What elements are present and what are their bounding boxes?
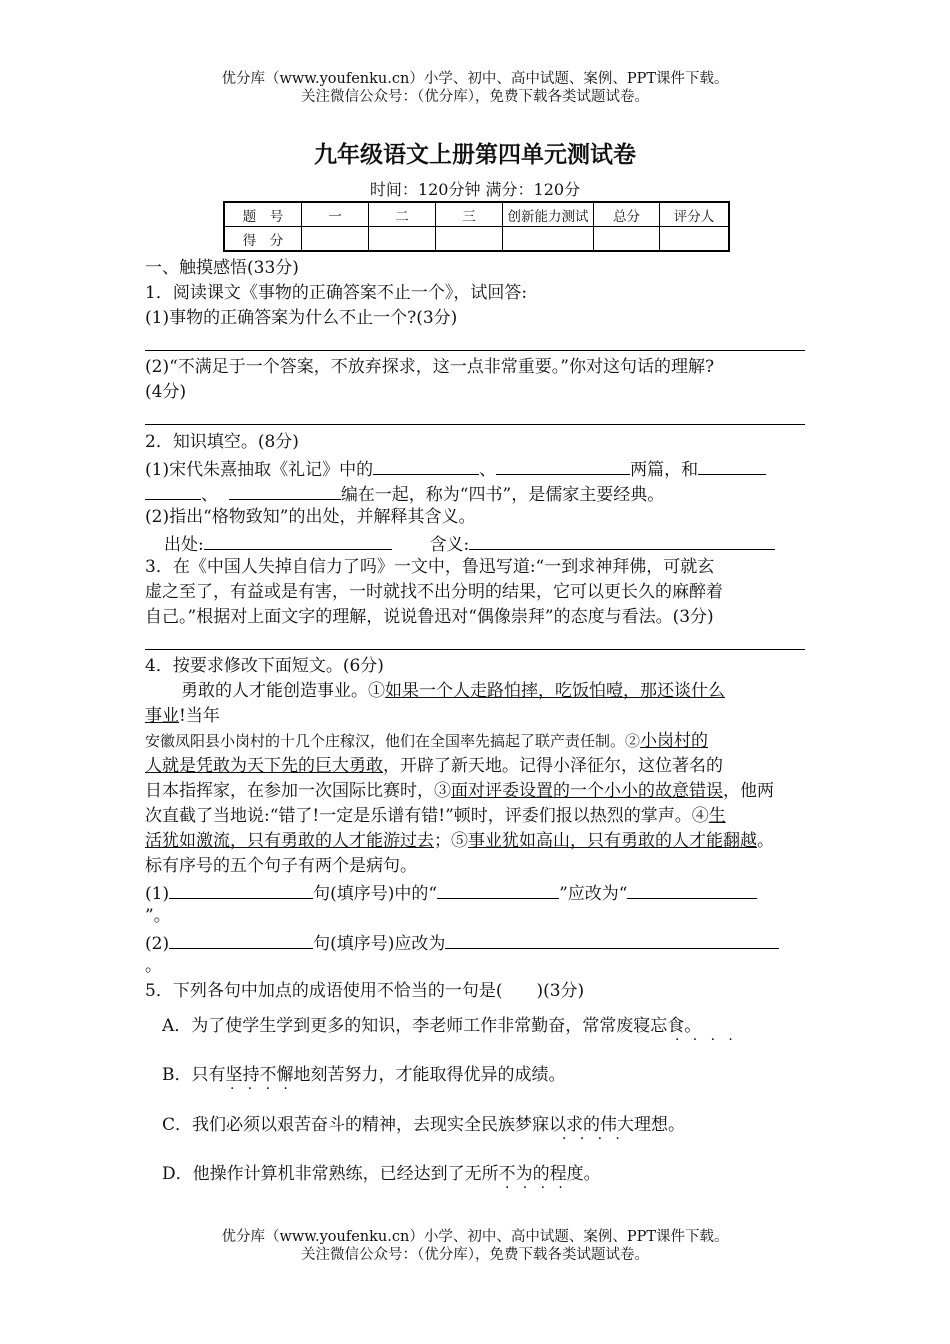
passage-text: ，开辟了新天地。记得小泽征尔，这位著名的 — [383, 756, 723, 776]
q4-passage-line — [181, 680, 725, 702]
fill-text: 句(填序号)应改为 — [313, 934, 446, 954]
footer-line-1: 优分库（www.youfenku.cn）小学、初中、高中试题、案例、PPT课件下载。 — [221, 1229, 729, 1245]
q2-text: 两篇，和 — [630, 460, 699, 480]
emphasis-dots: · · · · — [562, 1131, 620, 1147]
fill-blank[interactable] — [445, 930, 779, 949]
score-table — [223, 201, 730, 252]
score-cell: 题 号 — [224, 202, 302, 227]
q4-fill-1-end: ”。 — [145, 906, 171, 926]
q1-sub1: (1)事物的正确答案为什么不止一个?(3分) — [145, 308, 458, 328]
q5-option-a[interactable]: A．为了使学生学到更多的知识，李老师工作非常勤奋，常常废寝忘食。 — [162, 1016, 702, 1036]
fill-text: (2) — [145, 934, 170, 954]
underlined-sentence: 事业 — [145, 706, 179, 726]
passage-text: 次直截了当地说:“错了!一定是乐谱有错!”顿时，评委们报以热烈的掌声。④ — [145, 806, 709, 826]
time-info: 时间：120分钟 满分：120分 — [369, 180, 581, 199]
section-heading: 一、触摸感悟(33分) — [145, 258, 299, 278]
score-input-cell[interactable] — [436, 227, 503, 252]
q3-line1: 3．在《中国人失掉自信力了吗》一文中，鲁迅写道:“一到求神拜佛，可就玄 — [145, 557, 715, 577]
fill-blank[interactable] — [169, 930, 313, 949]
meaning-blank[interactable] — [469, 531, 775, 550]
score-input-cell[interactable] — [369, 227, 436, 252]
underlined-sentence: 生 — [708, 806, 726, 826]
q5-option-b[interactable]: B．只有坚持不懈地刻苦努力，才能取得优异的成绩。 — [162, 1065, 566, 1085]
q5-stem: 5．下列各句中加点的成语使用不恰当的一句是( )(3分) — [145, 981, 585, 1001]
passage-text: 勇敢的人才能创造事业。① — [181, 681, 385, 701]
passage-text: ，他两 — [723, 781, 774, 801]
fill-text: (1) — [145, 884, 170, 904]
q2-text: 、 — [201, 485, 218, 505]
q2-text: 、 — [479, 460, 497, 480]
q2-stem: 2．知识填空。(8分) — [145, 432, 299, 452]
passage-text: 日本指挥家，在参加一次国际比赛时，③ — [145, 781, 451, 801]
source-label: 出处: — [164, 535, 204, 555]
score-table-header-row — [224, 202, 729, 227]
q2-sub1-line1 — [145, 456, 766, 481]
score-table-score-row — [224, 227, 729, 252]
underlined-sentence: 小岗村的 — [640, 731, 709, 751]
q3-line2: 虚之至了，有益或是有害，一时就找不出分明的结果，它可以更长久的麻醉着 — [145, 582, 723, 602]
fill-blank[interactable] — [496, 456, 630, 475]
meaning-label: 含义: — [429, 535, 470, 555]
answer-line[interactable] — [145, 649, 805, 650]
q4-stem: 4．按要求修改下面短文。(6分) — [145, 656, 384, 676]
q4-fill-2-end: 。 — [145, 956, 162, 976]
passage-text: 安徽凤阳县小岗村的十几个庄稼汉，他们在全国率先搞起了联产责任制。② — [145, 732, 641, 750]
score-input-cell[interactable] — [503, 227, 594, 252]
q4-fill-1 — [145, 880, 757, 905]
emphasis-dots: · · · · — [675, 1032, 733, 1048]
q4-passage-line — [145, 830, 774, 852]
fill-blank[interactable] — [145, 481, 201, 500]
underlined-sentence: 活犹如激流，只有勇敢的人才能游过去 — [145, 831, 434, 851]
fill-text: ”应改为“ — [559, 884, 628, 904]
score-cell: 评分人 — [660, 202, 730, 227]
score-cell: 一 — [302, 202, 369, 227]
q5-option-c[interactable]: C．我们必须以艰苦奋斗的精神，去现实全民族梦寐以求的伟大理想。 — [162, 1115, 686, 1135]
q4-passage-line — [145, 755, 723, 777]
q4-instruction: 标有序号的五个句子有两个是病句。 — [145, 856, 417, 876]
passage-text: 。 — [757, 831, 774, 851]
q1-stem: 1．阅读课文《事物的正确答案不止一个》，试回答: — [145, 283, 528, 303]
q1-sub2: (2)“不满足于一个答案，不放弃探求，这一点非常重要。”你对这句话的理解? — [145, 357, 715, 377]
q4-passage-line — [145, 780, 774, 802]
source-blank[interactable] — [204, 531, 392, 550]
q4-passage-line — [145, 705, 220, 727]
fill-blank[interactable] — [229, 481, 341, 500]
fill-blank[interactable] — [169, 880, 313, 899]
q4-passage-line — [145, 730, 708, 752]
page-title: 九年级语文上册第四单元测试卷 — [314, 142, 636, 168]
q1-sub2-points: (4分) — [145, 382, 187, 402]
score-row-label: 得 分 — [224, 227, 302, 252]
q4-passage-line — [145, 805, 726, 827]
score-input-cell[interactable] — [660, 227, 730, 252]
fill-blank[interactable] — [698, 456, 766, 475]
header-line-2: 关注微信公众号：（优分库），免费下载各类试题试卷。 — [301, 89, 649, 105]
answer-line[interactable] — [145, 424, 805, 425]
emphasis-dots: · · · · — [230, 1081, 288, 1097]
q5-option-d[interactable]: D．他操作计算机非常熟练，已经达到了无所不为的程度。 — [162, 1164, 601, 1184]
underlined-sentence: 人就是凭敢为天下先的巨大勇敢 — [145, 756, 383, 776]
q4-fill-2 — [145, 930, 779, 955]
footer-line-2: 关注微信公众号：（优分库），免费下载各类试题试卷。 — [301, 1247, 649, 1263]
header-line-1: 优分库（www.youfenku.cn）小学、初中、高中试题、案例、PPT课件下载。 — [221, 71, 729, 87]
q2-text: 编在一起，称为“四书”，是儒家主要经典。 — [340, 485, 665, 505]
passage-text: !当年 — [179, 706, 220, 726]
emphasis-dots: · · · · — [505, 1180, 563, 1196]
underlined-sentence: 事业犹如高山，只有勇敢的人才能翻越 — [468, 831, 757, 851]
underlined-sentence: 如果一个人走路怕摔，吃饭怕噎，那还谈什么 — [385, 681, 725, 701]
answer-line[interactable] — [145, 350, 805, 351]
q2-text: (1)宋代朱熹抽取《礼记》中的 — [145, 460, 374, 480]
fill-blank[interactable] — [627, 880, 757, 899]
fill-text: 句(填序号)中的“ — [313, 884, 438, 904]
score-input-cell[interactable] — [302, 227, 369, 252]
score-cell: 二 — [369, 202, 436, 227]
passage-text: ；⑤ — [434, 831, 468, 851]
score-cell: 三 — [436, 202, 503, 227]
score-cell: 总分 — [594, 202, 660, 227]
fill-blank[interactable] — [437, 880, 559, 899]
fill-blank[interactable] — [373, 456, 479, 475]
score-cell: 创新能力测试 — [503, 202, 594, 227]
q2-answer-row — [164, 531, 775, 556]
score-input-cell[interactable] — [594, 227, 660, 252]
q3-line3: 自己。”根据对上面文字的理解，说说鲁迅对“偶像崇拜”的态度与看法。(3分) — [145, 607, 714, 627]
underlined-sentence: 面对评委设置的一个小小的故意错误 — [451, 781, 723, 801]
q2-sub2: (2)指出“格物致知”的出处，并解释其含义。 — [145, 507, 476, 527]
q2-sub1-line2 — [145, 481, 664, 506]
